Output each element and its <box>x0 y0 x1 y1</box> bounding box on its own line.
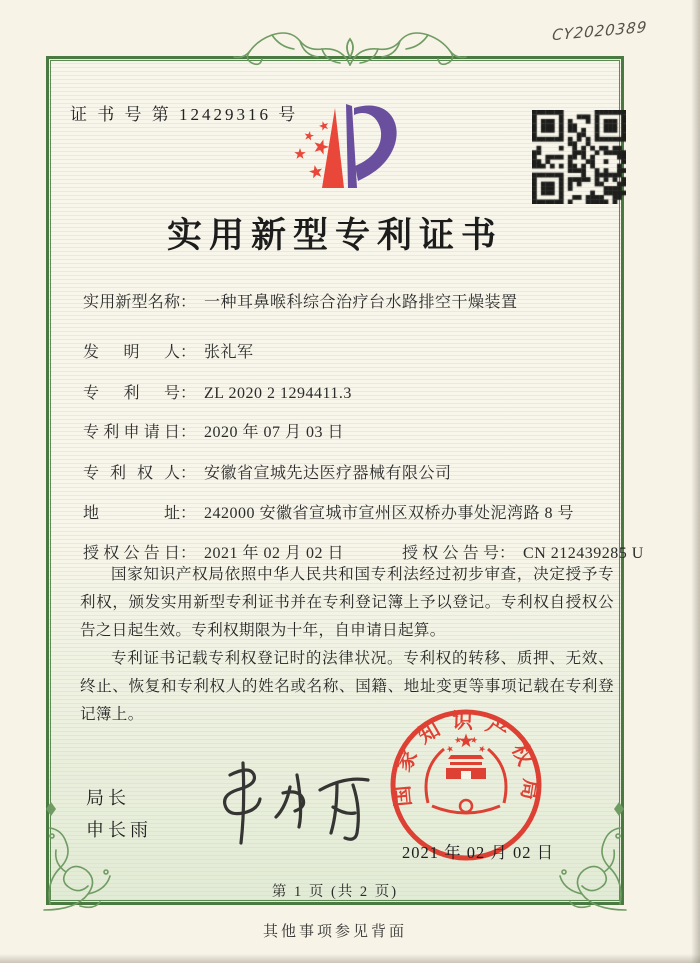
field-label: 专利号 <box>83 385 180 402</box>
scan-edge-right <box>691 0 700 963</box>
scan-edge-bottom <box>0 954 700 963</box>
legal-text <box>80 561 614 729</box>
field-label: 地址 <box>83 505 180 522</box>
grant-date-pair: 授权公告日： 2021 年 02 月 02 日 <box>83 545 345 562</box>
logo-purple-bar <box>346 104 357 188</box>
handwritten-archive-code: CY2020389 <box>551 17 649 45</box>
certificate-title: 实用新型专利证书 <box>166 216 503 255</box>
field-label: 发明人 <box>83 344 180 361</box>
back-note: 其他事项参见背面 <box>262 924 407 940</box>
field-value: 一种耳鼻喉科综合治疗台水路排空干燥装置 <box>204 294 518 311</box>
field-value: 安徽省宣城先达医疗器械有限公司 <box>204 465 452 482</box>
field-patent-number: 专利号： ZL 2020 2 1294411.3 <box>83 380 352 403</box>
field-value: 242000 安徽省宣城市宣州区双桥办事处泥湾路 8 号 <box>204 505 575 522</box>
field-grant-row <box>83 540 644 563</box>
field-filing-date: 专利申请日： 2020 年 07 月 03 日 <box>83 419 344 442</box>
cnipa-logo <box>278 98 428 203</box>
field-utility-model-name: 实用新型名称： 一种耳鼻喉科综合治疗台水路排空干燥装置 <box>83 289 518 312</box>
field-label: 专利申请日 <box>83 424 180 441</box>
field-value: ZL 2020 2 1294411.3 <box>204 385 352 402</box>
field-label: 专利权人 <box>83 465 180 482</box>
seal-ring-text: 国家知识产权局 <box>388 708 544 813</box>
field-patentee: 专利权人： 安徽省宣城先达医疗器械有限公司 <box>83 460 452 483</box>
field-address: 地址： 242000 安徽省宣城市宣州区双桥办事处泥湾路 8 号 <box>83 500 574 523</box>
field-value: 2020 年 07 月 03 日 <box>204 424 345 441</box>
page-number: 第 1 页 (共 2 页) <box>271 884 399 900</box>
director-title: 局长 <box>86 788 130 808</box>
certificate-number: 证 书 号 第 12429316 号 <box>70 105 299 124</box>
field-value: 张礼军 <box>204 344 254 361</box>
field-inventor: 发明人： 张礼军 <box>83 339 254 362</box>
legal-paragraph-1: 国家知识产权局依照中华人民共和国专利法经过初步审查，决定授予专利权，颁发实用新型专利证书并在专利登记簿上予以登记。专利权自授权公告之日起生效。专利权期限为十年，自申请日起算。 <box>80 566 614 639</box>
director-name: 申长雨 <box>86 820 152 840</box>
seal-national-emblem <box>426 734 506 814</box>
top-vine-ornament <box>230 27 470 77</box>
director-signature <box>185 745 385 855</box>
field-label: 实用新型名称 <box>83 294 180 311</box>
qr-code <box>532 110 626 204</box>
seal-date: 2021 年 02 月 02 日 <box>402 843 555 862</box>
grant-number-pair: 授权公告号： CN 212439285 U <box>402 545 644 562</box>
logo-purple-p-bowl <box>354 106 397 181</box>
legal-paragraph-2: 专利证书记载专利权登记时的法律状况。专利权的转移、质押、无效、终止、恢复和专利权人的姓名或名称、国籍、地址变更等事项记载在专利登记簿上。 <box>80 650 614 723</box>
